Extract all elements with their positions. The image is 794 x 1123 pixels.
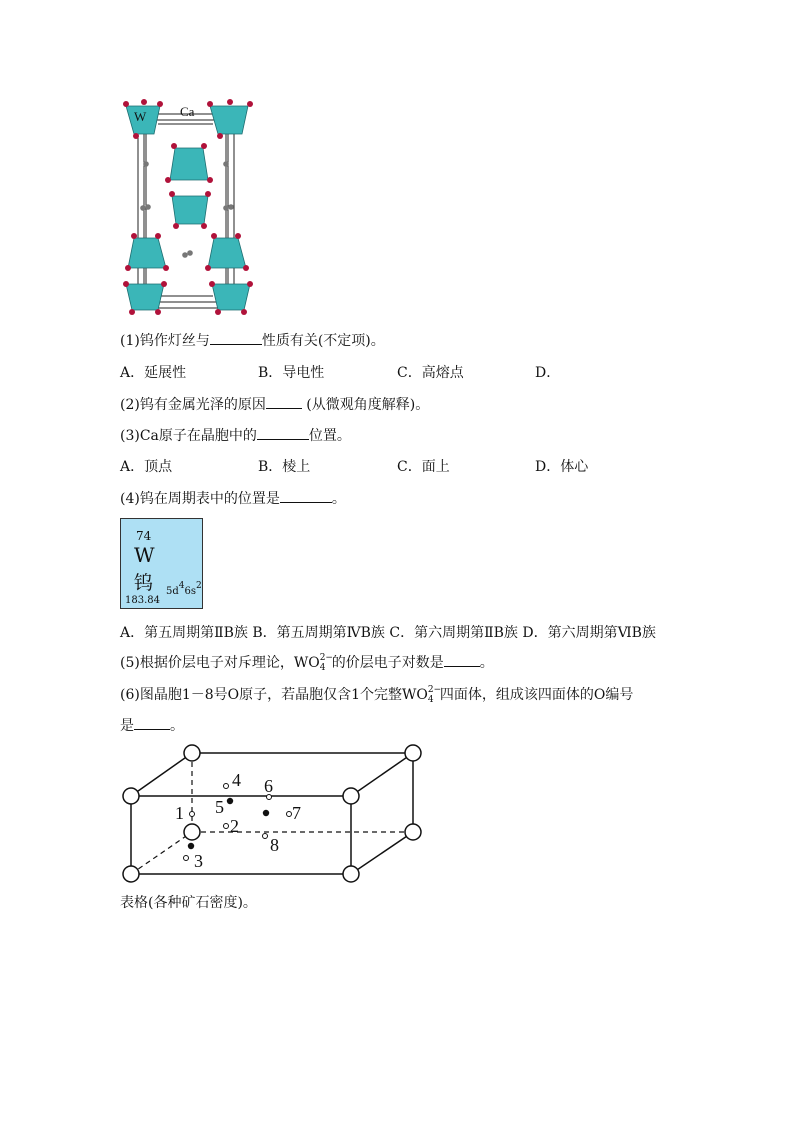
question-2: (2)钨有金属光泽的原因 (从微观角度解释)。 [120, 397, 430, 413]
question-6: (6)图晶胞1－8号O原子，若晶胞仅含1个完整WO 2− 4 四面体，组成该四面体的O编号 [120, 685, 634, 705]
answer-blank-1[interactable] [210, 332, 262, 345]
w-label: W [134, 109, 147, 124]
o-label-6: 6 [264, 776, 273, 796]
answer-blank-5[interactable] [444, 654, 480, 667]
o-label-7: 7 [292, 803, 301, 823]
answer-blank-6[interactable] [134, 717, 170, 730]
answer-blank-3[interactable] [257, 427, 309, 440]
o-label-4: 4 [232, 770, 241, 790]
question-5: (5)根据价层电子对斥理论，WO 2− 4 的价层电子对数是 。 [120, 653, 494, 673]
q1-option-c: C．高熔点 [397, 365, 464, 381]
q1-option-b: B．导电性 [258, 365, 325, 381]
q3-option-d: D．体心 [535, 459, 589, 475]
q4-options: A．第五周期第ⅡB族 B．第五周期第ⅣB族 C．第六周期第ⅡB族 D．第六周期第ⅥB族 [120, 625, 656, 641]
cell-edges [131, 753, 413, 874]
atomic-number: 74 [136, 529, 152, 543]
element-symbol: W [134, 543, 155, 567]
question-1: (1)钨作灯丝与 性质有关(不定项)。 [120, 333, 385, 349]
o-label-5: 5 [215, 797, 224, 817]
cell-corner-atoms [123, 745, 421, 882]
o-label-2: 2 [230, 816, 239, 836]
q1-option-a: A．延展性 [120, 365, 187, 381]
atomic-mass: 183.84 [125, 595, 160, 606]
footer-text: 表格(各种矿石密度)。 [120, 895, 257, 911]
q3-option-c: C．面上 [397, 459, 450, 475]
crystal-structure-figure [118, 96, 258, 321]
element-name: 钨 [134, 572, 154, 594]
electron-config: 5d46s2 [166, 581, 202, 597]
o-label-1: 1 [175, 803, 184, 823]
answer-blank-2[interactable] [266, 396, 302, 409]
q3-option-a: A．顶点 [120, 459, 173, 475]
unit-cell-diagram [118, 740, 428, 885]
question-3: (3)Ca原子在晶胞中的 位置。 [120, 428, 351, 444]
question-6-line-2: 是 。 [120, 718, 184, 734]
periodic-element-tile [120, 518, 203, 609]
answer-blank-4[interactable] [280, 490, 332, 503]
question-4: (4)钨在周期表中的位置是 。 [120, 491, 346, 507]
ca-label: Ca [180, 104, 195, 119]
q3-option-b: B．棱上 [258, 459, 311, 475]
o-label-3: 3 [194, 851, 203, 871]
hidden-edges [131, 753, 413, 874]
o-label-8: 8 [270, 835, 279, 855]
q1-option-d: D． [535, 365, 561, 381]
